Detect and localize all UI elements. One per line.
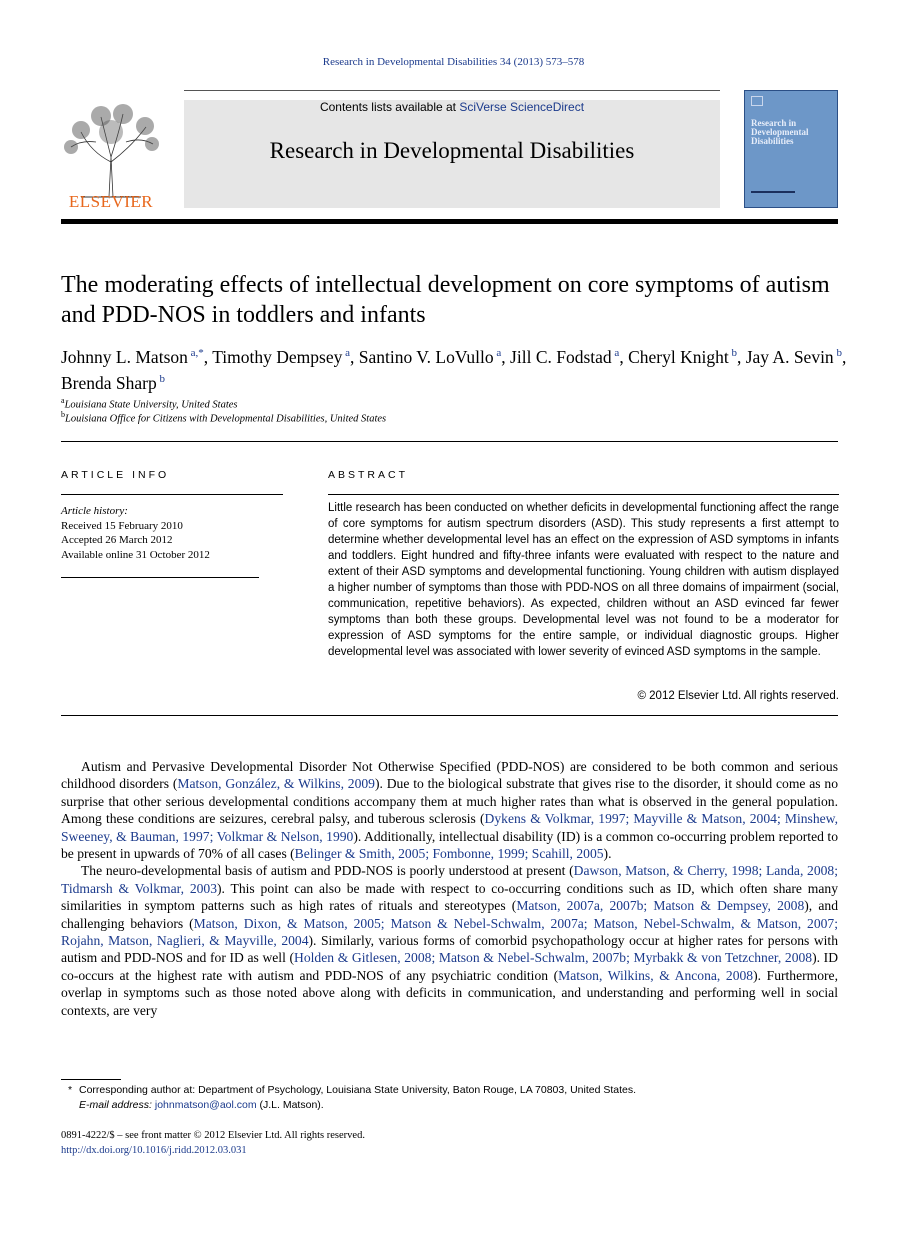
section-rule — [61, 441, 838, 442]
journal-cover-image — [744, 90, 838, 208]
author-email-link[interactable]: johnmatson@aol.com — [154, 1099, 257, 1111]
author-affiliation-marker[interactable]: a,* — [187, 347, 204, 359]
history-label: Article history: — [61, 505, 128, 517]
author-name: Jay A. Sevin — [745, 346, 834, 367]
header-top-rule — [184, 90, 720, 91]
affiliation-b — [61, 410, 386, 425]
citation-link[interactable]: Matson, Dixon, & Matson, 2005; Matson & Nebel-Schwalm, 2007a; Matson, Nebel-Schwalm, & Matson, 2007; Rojahn, Matson, Naglieri, & Mayville, 2004 — [61, 915, 838, 949]
email-label: E-mail address: — [79, 1099, 152, 1111]
corresponding-text: Corresponding author at: Department of Psychology, Louisiana State University, Baton Rouge, LA 70803, United States. — [79, 1084, 637, 1096]
issn-line: 0891-4222/$ – see front matter © 2012 Elsevier Ltd. All rights reserved. — [61, 1130, 365, 1141]
citation-link[interactable]: Dawson, Matson, & Cherry, 1998; Landa, 2008; Tidmarsh & Volkmar, 2003 — [61, 863, 838, 896]
abstract-heading: ABSTRACT — [328, 469, 409, 481]
affiliation-marker: b — [61, 410, 65, 419]
contents-prefix: Contents lists available at — [319, 100, 460, 114]
cover-logo-icon — [751, 96, 763, 106]
abstract-bottom-rule — [61, 715, 838, 716]
journal-title: Research in Developmental Disabilities — [269, 138, 635, 163]
body-paragraph-2: The neuro-developmental basis of autism and PDD-NOS is poorly understood at present (Dawson, Matson, & Cherry, 1998; Landa, 2008; Tidmarsh & Volkmar, 2003). This point can also be made with respect to co-occurring conditions such as ID, which often share many similarities in symptom patterns such as high rates of rituals and stereotypes (Matson, 2007a, 2007b; Matson & Dempsey, 2008), and challenging behaviors (Matson, Dixon, & Matson, 2005; Matson & Nebel-Schwalm, 2007a; Matson, Nebel-Schwalm, & Matson, 2007; Rojahn, Matson, Naglieri, & Mayville, 2004). Similarly, various forms of comorbid psychopathology occur at higher rates for persons with autism and PDD-NOS and for ID as well (Holden & Gitlesen, 2008; Matson & Nebel-Schwalm, 2007b; Myrbakk & von Tetzchner, 2008). ID co-occurs at the highest rate with autism and PDD-NOS of any psychiatric condition (Matson, Wilkins, & Ancona, 2008). Furthermore, overlap in symptoms such as those noted above along with deficits in communication, and understanding and performing well in social contexts, are very — [61, 863, 839, 1018]
citation-link[interactable]: Holden & Gitlesen, 2008; Matson & Nebel-Schwalm, 2007b; Myrbakk & von Tetzchner, 2008 — [294, 950, 813, 966]
footnote-rule — [61, 1079, 121, 1080]
author-affiliation-marker[interactable]: a — [342, 347, 350, 359]
author-list: Johnny L. Matson $^{a,*}$, Timothy Dempsey $^a$, Santino V. LoVullo $^a$, Jill C. Fodstad $^a$, Cheryl Knight $^b$, Jay A. Sevin $^b$, Brenda Sharp $^b$ — [61, 346, 847, 393]
author-name: Santino V. LoVullo — [358, 346, 494, 367]
article-info-heading: ARTICLE INFO — [61, 469, 170, 481]
article-info-rule — [61, 494, 283, 495]
contents-availability — [184, 100, 720, 114]
received-date: Received 15 February 2010 — [61, 519, 183, 532]
citation-link[interactable]: Matson, 2007a, 2007b; Matson & Dempsey, 2008 — [516, 898, 805, 914]
affiliation-a — [61, 396, 238, 411]
email-suffix: (J.L. Matson). — [256, 1099, 324, 1111]
corresponding-footnote — [61, 1083, 636, 1113]
author-affiliation-marker[interactable]: b — [728, 347, 737, 359]
author-name: Timothy Dempsey — [212, 346, 343, 367]
journal-reference[interactable]: Research in Developmental Disabilities 34 (2013) 573–578 — [322, 56, 585, 68]
online-date: Available online 31 October 2012 — [61, 548, 210, 561]
affiliation-text: Louisiana Office for Citizens with Developmental Disabilities, United States — [65, 413, 387, 425]
article-history — [61, 504, 210, 562]
body-text — [61, 758, 838, 1019]
author-affiliation-marker[interactable]: b — [833, 347, 842, 359]
author-name: Brenda Sharp — [61, 372, 157, 393]
author-affiliation-marker[interactable]: a — [493, 347, 502, 359]
publisher-name: ELSEVIER — [68, 192, 154, 211]
header-divider — [61, 219, 838, 224]
author-name: Cheryl Knight — [628, 346, 729, 367]
abstract-copyright: © 2012 Elsevier Ltd. All rights reserved. — [637, 690, 839, 702]
doi-link[interactable]: http://dx.doi.org/10.1016/j.ridd.2012.03.031 — [61, 1145, 247, 1156]
author-name: Jill C. Fodstad — [510, 346, 612, 367]
citation-link[interactable]: Matson, Wilkins, & Ancona, 2008 — [558, 967, 754, 983]
abstract-rule — [328, 494, 839, 495]
affiliation-marker: a — [61, 396, 65, 405]
sciencedirect-link[interactable]: SciVerse ScienceDirect — [459, 100, 585, 114]
accepted-date: Accepted 26 March 2012 — [61, 534, 173, 547]
citation-link[interactable]: Belinger & Smith, 2005; Fombonne, 1999; Scahill, 2005 — [294, 846, 604, 862]
affiliation-text: Louisiana State University, United States — [64, 399, 238, 411]
author-affiliation-marker[interactable]: b — [156, 372, 165, 385]
article-info-bottom-rule — [61, 577, 259, 578]
author-affiliation-marker[interactable]: a — [611, 347, 620, 359]
citation-link[interactable]: Matson, González, & Wilkins, 2009 — [177, 776, 375, 792]
cover-bar — [751, 191, 795, 193]
footnote-marker: * — [67, 1084, 73, 1096]
body-paragraph-1: Autism and Pervasive Developmental Disorder Not Otherwise Specified (PDD-NOS) are considered to be both common and serious childhood disorders (Matson, González, & Wilkins, 2009). Due to the biological substrate that gives rise to the disorder, it should come as no surprise that other serious developmental conditions accompany them at much higher rates than what is observed in the general population. Among these conditions are seizures, cerebral palsy, and tuberous sclerosis (Dykens & Volkmar, 1997; Mayville & Matson, 2004; Minshew, Sweeney, & Bauman, 1997; Volkmar & Nelson, 1990). Additionally, intellectual disability (ID) is a common co-occurring problem reported to be present in upwards of 70% of all cases (Belinger & Smith, 2005; Fombonne, 1999; Scahill, 2005). — [61, 759, 838, 862]
author-name: Johnny L. Matson — [61, 346, 188, 367]
article-title: The moderating effects of intellectual development on core symptoms of autism and PDD-NOS in toddlers and infants — [61, 272, 830, 328]
citation-link[interactable]: Dykens & Volkmar, 1997; Mayville & Matson, 2004; Minshew, Sweeney, & Bauman, 1997; Volkmar & Nelson, 1990 — [61, 811, 838, 844]
front-matter — [61, 1128, 365, 1158]
abstract-text: Little research has been conducted on whether deficits in developmental functioning affect the range of core symptoms for autism spectrum disorders (ASD). This study represents a first attempt to determine whether developmental level has an effect on the expression of ASD symptoms in infants and toddlers. Eight hundred and fifty-three infants were evaluated with respect to the nature and extent of their ASD symptoms and developmental functioning. Young children with autism displayed a higher number of symptoms than those with PDD-NOS on all three domains of impairment (social, communication, repetitive behaviors). As expected, children without an ASD evinced far fewer symptoms than both these groups. Developmental level was not found to be a moderator for expression of ASD symptoms for the entire sample, or individual diagnostic groups. Higher developmental level was associated with lower severity of evinced ASD symptoms in the sample. — [328, 502, 839, 658]
cover-title: Research in Developmental Disabilities — [751, 118, 809, 146]
